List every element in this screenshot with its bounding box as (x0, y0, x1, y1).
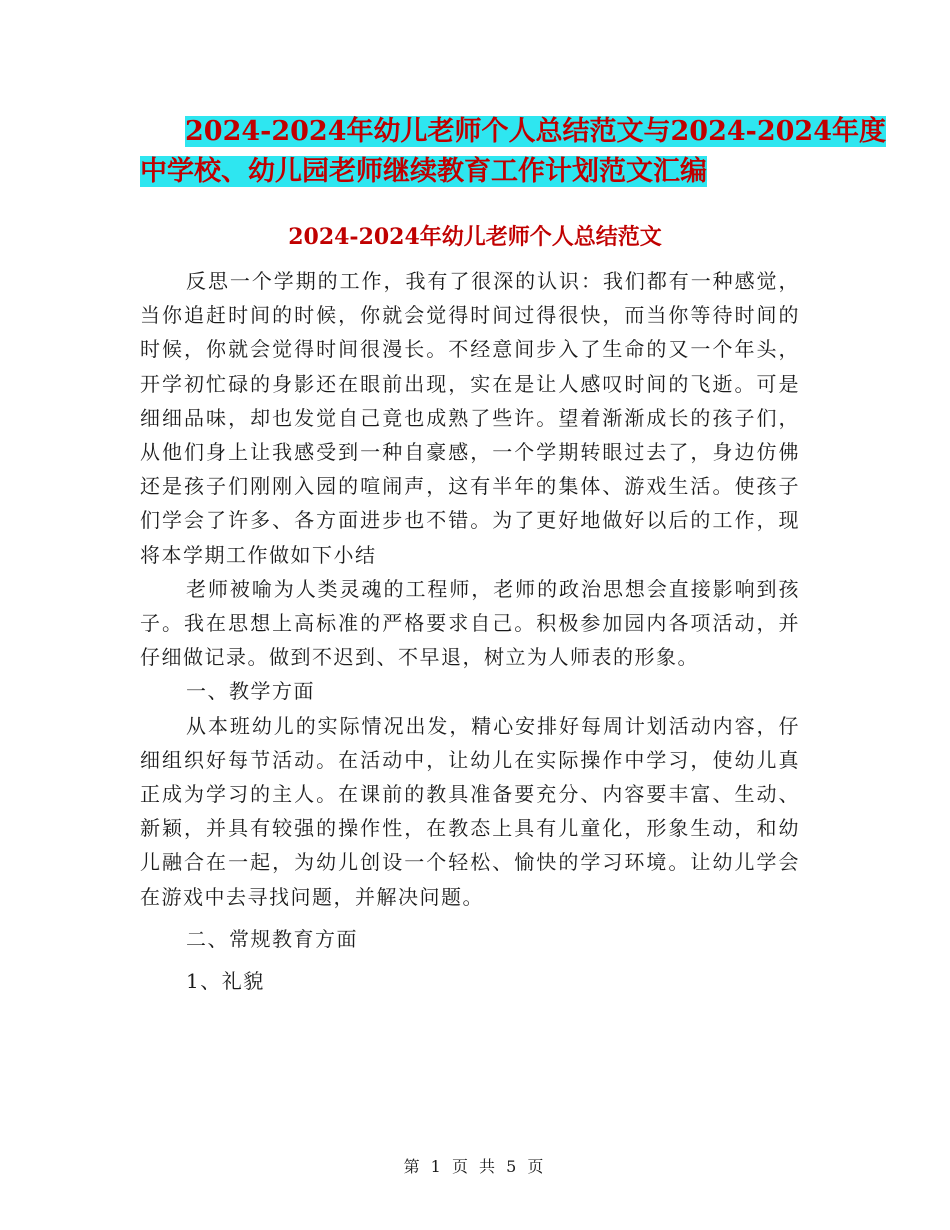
paragraph: 老师被喻为人类灵魂的工程师，老师的政治思想会直接影响到孩子。我在思想上高标准的严格要求自己。积极参加园内各项活动，并仔细做记录。做到不迟到、不早退，树立为人师表的形象。 (140, 576, 800, 670)
heading-teaching: 一、教学方面 (186, 679, 315, 704)
heading-courtesy: 1、礼貌 (186, 969, 265, 994)
heading-routine-education: 二、常规教育方面 (186, 926, 358, 951)
title-highlight: 2024-2024年幼儿老师个人总结范文与2024-2024年度 (185, 116, 886, 147)
paragraph: 从本班幼儿的实际情况出发，精心安排好每周计划活动内容，仔细组织好每节活动。在活动中，让幼儿在实际操作中学习，使幼儿真正成为学习的主人。在课前的教具准备要充分、内容要丰富、生动、新颖，并具有较强的操作性，在教态上具有儿童化，形象生动，和幼儿融合在一起，为幼儿创设一个轻松、愉快的学习环境。让幼儿学会在游戏中去寻找问题，并解决问题。 (140, 713, 800, 909)
page-footer: 第 1 页 共 5 页 (403, 1157, 547, 1176)
paragraph: 反思一个学期的工作，我有了很深的认识：我们都有一种感觉，当你追赶时间的时候，你就会觉得时间过得很快，而当你等待时间的时候，你就会觉得时间很漫长。不经意间步入了生命的又一个年头，开学初忙碌的身影还在眼前出现，实在是让人感叹时间的飞逝。可是细细品味，却也发觉自己竟也成熟了些许。望着渐渐成长的孩子们，从他们身上让我感受到一种自豪感，一个学期转眼过去了，身边仿佛还是孩子们刚刚入园的喧闹声，这有半年的集体、游戏生活。使孩子们学会了许多、各方面进步也不错。为了更好地做好以后的工作，现将本学期工作做如下小结 (140, 269, 800, 567)
title-highlight: 中学校、幼儿园老师继续教育工作计划范文汇编 (140, 156, 707, 187)
document-title-line-1 (140, 112, 886, 152)
document-title-line-2 (140, 152, 820, 192)
section-title: 2024-2024年幼儿老师个人总结范文 (288, 224, 662, 250)
body-text (140, 264, 800, 998)
document-title (140, 112, 886, 192)
